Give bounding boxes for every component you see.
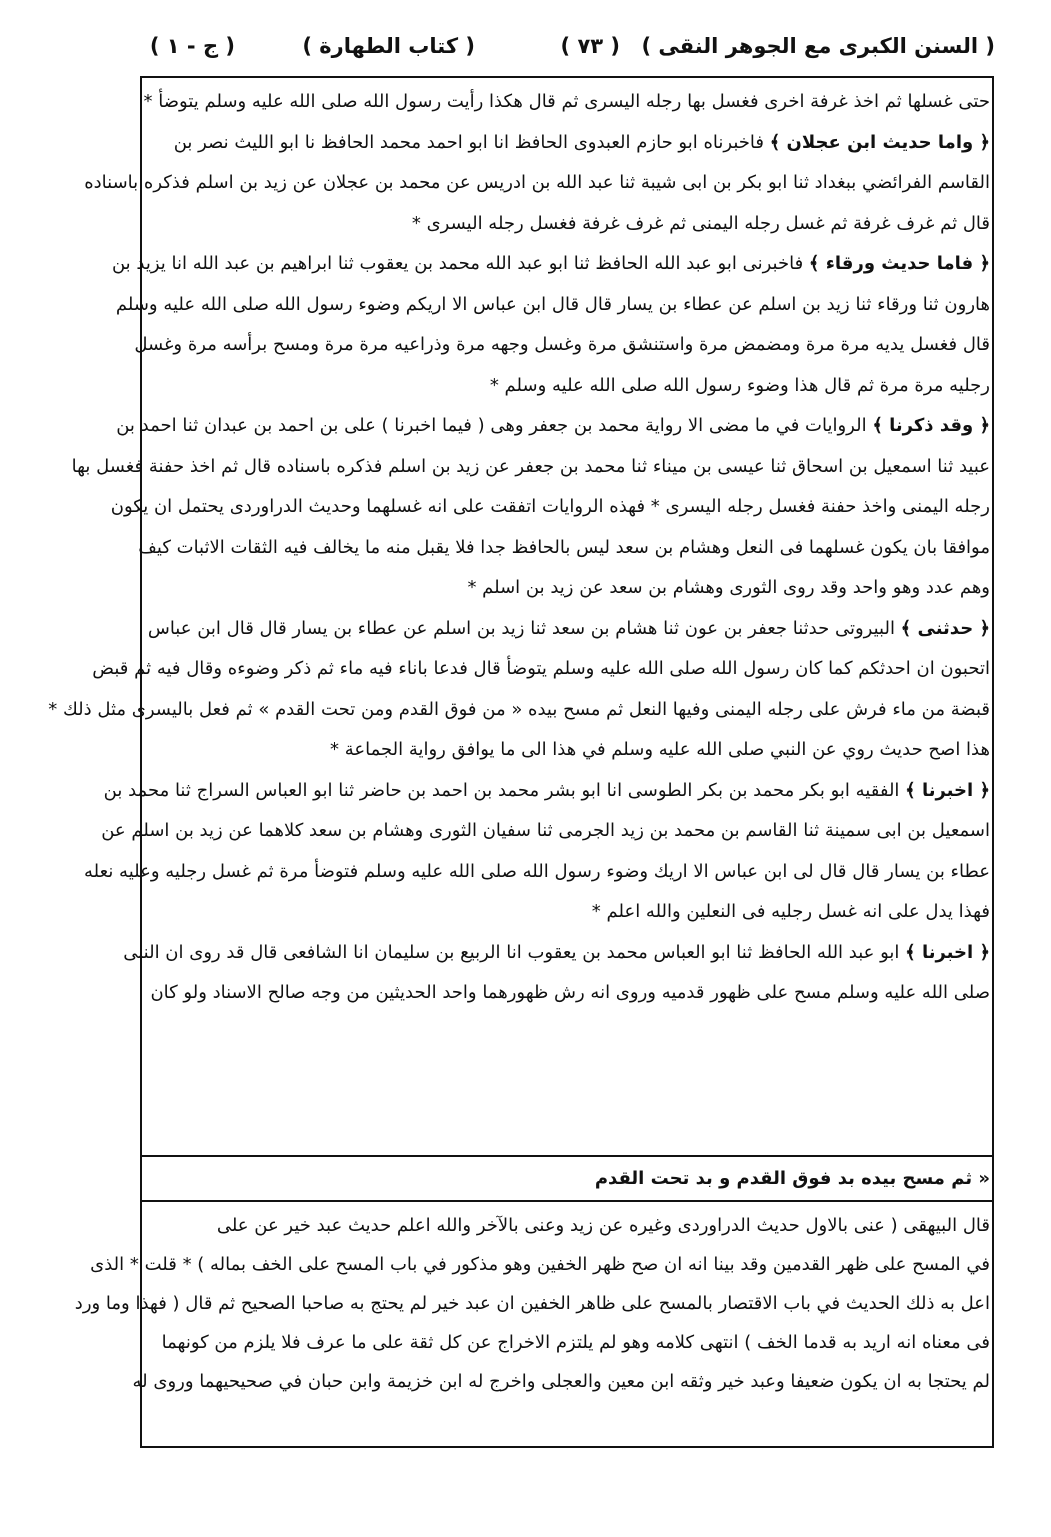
- section-lead: ﴿ فاما حديث ورقاء ﴾: [808, 253, 990, 274]
- text-line: قال البيهقى ( عنى بالاول حديث الدراوردى وغيره عن زيد وعنى بالآخر والله اعلم حديث عبد خير عن على: [216, 1215, 990, 1236]
- text-line: [123, 933, 990, 974]
- text-line: [147, 609, 990, 650]
- text-line: قال فغسل يديه مرة مرة ومضمض مرة واستنشق مرة وغسل وجهه مرة وذراعيه مرة مرة ومسح برأسه مرة وغسل: [134, 334, 990, 355]
- main-text: [48, 82, 990, 1014]
- text-line: قال ثم غرف غرفة ثم غسل رجله اليمنى ثم غرف غرفة فغسل رجله اليسرى *: [411, 212, 990, 234]
- line-text: البيروتى حدثنا جعفر بن عون ثنا هشام بن سعد ثنا زيد بن اسلم عن عطاء بن يسار قال قال ابن عباس: [147, 617, 901, 639]
- line-text: الروايات في ما مضى الا رواية محمد بن جعفر وهى ( فيما اخبرنا ) على بن احمد بن عبدان ثنا احمد بن: [116, 415, 873, 436]
- text-line: عبيد ثنا اسمعيل بن اسحاق ثنا عيسى بن ميناء ثنا محمد بن جعفر عن زيد بن اسلم فذكره باسناده قال ثم اخذ حفنة فغسل بها: [71, 455, 990, 477]
- page-header: [140, 30, 995, 74]
- note-line: « ثم مسح بيده بد فوق القدم و بد تحت القدم: [594, 1168, 990, 1189]
- section-divider: [140, 1200, 994, 1202]
- chapter-title: ( كتاب الطهارة ): [302, 34, 475, 58]
- text-line: هذا اصح حديث روي عن النبي صلى الله عليه وسلم في هذا الى ما يوافق رواية الجماعة *: [330, 739, 990, 760]
- text-line: عطاء بن يسار قال قال لى ابن عباس الا اريك وضوء رسول الله صلى الله عليه وسلم فتوضأ مرة ثم غسل رجليه وعليه نعله: [84, 860, 990, 882]
- section-lead: ﴿ اخبرنا ﴾: [905, 779, 990, 801]
- section-divider: [140, 1155, 994, 1157]
- line-text: ابو عبد الله الحافظ ثنا ابو العباس محمد بن يعقوب انا الربيع بن سليمان انا الشافعى قال قد روى ان النبى: [123, 941, 906, 963]
- text-line: [111, 244, 990, 285]
- text-line: رجليه مرة مرة ثم قال هذا وضوء رسول الله صلى الله عليه وسلم *: [489, 374, 990, 396]
- text-line: صلى الله عليه وسلم مسح على ظهور قدميه وروى انه رش ظهورهما واحد الحديثين من وجه صالح الاسناد ولو كان: [150, 982, 990, 1003]
- commentary-text: [74, 1206, 990, 1401]
- text-line: في المسح على ظهر القدمين وقد بينا انه ان صح ظهر الخفين وهو مذكور في باب المسح على الخف بماله ) * قلت * الذى: [90, 1254, 990, 1275]
- text-line: [150, 123, 990, 164]
- line-text: الفقيه ابو بكر محمد بن بكر الطوسى انا ابو بشر محمد بن احمد بن حاضر ثنا ابو العباس السراج ثنا محمد بن: [103, 779, 906, 801]
- line-text: فاخبرنى ابو عبد الله الحافظ ثنا ابو عبد الله محمد بن يعقوب ثنا ابراهيم بن عبد الله انا يزيد بن: [111, 253, 809, 274]
- section-lead: ﴿ حدثنى ﴾: [900, 617, 990, 639]
- text-line: القاسم الفرائضي ببغداد ثنا ابو بكر بن ابى شيبة ثنا عبد الله بن ادريس عن محمد بن عجلان عن زيد بن اسلم فذكره باسناده: [84, 172, 990, 193]
- line-text: فاخبرناه ابو حازم العبدوى الحافظ انا ابو احمد محمد الحافظ نا ابو الليث نصر بن: [173, 131, 770, 153]
- section-lead: ﴿ واما حديث ابن عجلان ﴾: [769, 131, 990, 153]
- text-line: [103, 771, 990, 812]
- text-line: اعل به ذلك الحديث في باب الاقتصار بالمسح على ظاهر الخفين ان عبد خير لم يحتج به صاحبا الصحيح ثم قال ( فهذا وما ورد: [74, 1293, 990, 1314]
- book-title: ( السنن الكبرى مع الجوهر النقى ): [641, 34, 995, 58]
- text-line: [116, 406, 990, 447]
- text-line: اتحبون ان احدثكم كما كان رسول الله صلى الله عليه وسلم يتوضأ قال فدعا باناء فيه ماء ثم ذكر وضوءه وقال فيه ثم قبض: [92, 658, 990, 679]
- text-line: اسمعيل بن ابى سمينة ثنا القاسم بن محمد بن زيد الجرمى ثنا سفيان الثورى وهشام بن سعد كلاهما عن زيد بن اسلم عن: [101, 820, 990, 841]
- text-line: قبضة من ماء فرش على رجله اليمنى وفيها النعل ثم مسح بيده « من فوق القدم ومن تحت القدم » ثم فعل باليسرى مثل ذلك *: [48, 698, 990, 720]
- section-lead: ﴿ وقد ذكرنا ﴾: [872, 415, 990, 436]
- note-section: [150, 1159, 990, 1200]
- text-line: موافقا بان يكون غسلهما فى النعل وهشام بن سعد ليس بالحافظ جدا فلا يقبل منه ما يخالف فيه الثقات الاثبات كيف: [138, 536, 990, 558]
- text-line: فهذا يدل على انه غسل رجليه فى النعلين والله اعلم *: [591, 901, 990, 922]
- text-line: وهم عدد وهو واحد وقد روى الثورى وهشام بن سعد عن زيد بن اسلم *: [467, 577, 990, 598]
- text-line: رجله اليمنى واخذ حفنة فغسل رجله اليسرى * فهذه الروايات اتفقت على انه غسلهما وحديث الدراوردى يحتمل ان يكون: [110, 496, 990, 517]
- text-line: هارون ثنا ورقاء ثنا زيد بن اسلم عن عطاء بن يسار قال قال ابن عباس الا اريكم وضوء رسول الله صلى الله عليه وسلم: [115, 293, 990, 315]
- section-lead: ﴿ اخبرنا ﴾: [905, 941, 990, 963]
- page-number: ( ٧٣ ): [560, 34, 620, 58]
- text-line: حتى غسلها ثم اخذ غرفة اخرى فغسل بها رجله اليسرى ثم قال هكذا رأيت رسول الله صلى الله عليه وسلم يتوضأ *: [143, 91, 990, 112]
- volume-number: ( ج - ١ ): [149, 34, 235, 58]
- text-line: فى معناه انه اريد به قدما الخف ) انتهى كلامه وهو لم يلتزم الاخراج عن كل ثقة على ما عرف فلا يلزم من كونهما: [161, 1332, 990, 1353]
- text-line: لم يحتجا به ان يكون ضعيفا وعبد خير وثقه ابن معين والعجلى واخرج له ابن خزيمة وابن حبان في صحيحيهما وروى له: [132, 1371, 990, 1392]
